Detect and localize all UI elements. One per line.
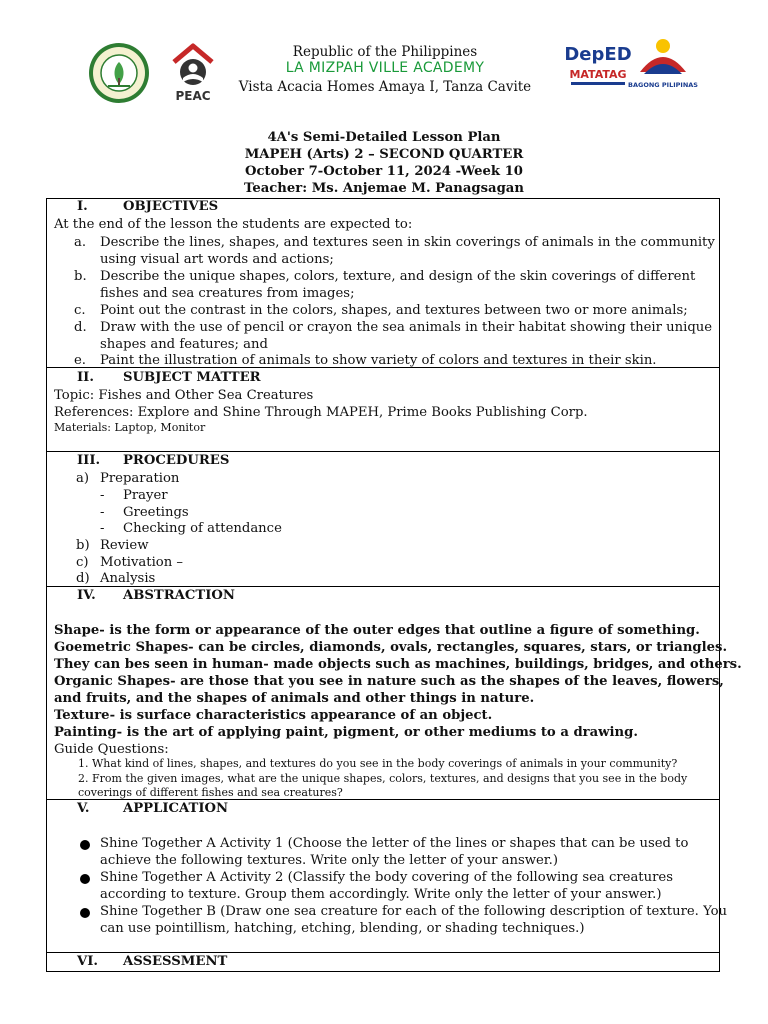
abstraction-geometric: Goemetric Shapes- can be circles, diamonds, ovals, rectangles, squares, stars, or triangles. xyxy=(54,640,728,655)
abstraction-shape: Shape- is the form or appearance of the outer edges that outline a figure of something. xyxy=(54,623,700,638)
objective-b-line-2: fishes and sea creatures from images; xyxy=(100,286,355,301)
procedure-dash: - xyxy=(100,488,105,503)
subject-heading: SUBJECT MATTER xyxy=(123,370,261,385)
guide-question-1: 1. What kind of lines, shapes, and textures do you see in the body coverings of animals in your community? xyxy=(78,757,678,770)
peac-logo-icon xyxy=(168,42,218,104)
school-name: LA MIZPAH VILLE ACADEMY xyxy=(285,60,485,76)
objective-b-label: b. xyxy=(74,269,87,284)
assessment-heading: ASSESSMENT xyxy=(123,954,228,969)
application-item-3-line-2: can use pointillism, hatching, etching, blending, or shading techniques.) xyxy=(100,921,585,936)
objective-e-label: e. xyxy=(74,353,86,368)
objective-a-label: a. xyxy=(74,235,87,250)
procedure-a-label: a) xyxy=(76,471,90,486)
objective-b-line-1: Describe the unique shapes, colors, texture, and design of the skin coverings of different xyxy=(100,269,696,284)
title-line-2: MAPEH (Arts) 2 – SECOND QUARTER xyxy=(244,147,524,162)
application-section xyxy=(46,799,728,953)
bullet-icon xyxy=(80,840,90,850)
procedures-number: III. xyxy=(77,453,101,468)
objectives-section xyxy=(46,198,720,368)
application-item-3-line-1: Shine Together B (Draw one sea creature for each of the following description of texture. You xyxy=(100,904,728,919)
subject-matter-section xyxy=(46,367,720,452)
subject-number: II. xyxy=(77,370,94,385)
bagong-pilipinas-label: BAGONG PILIPINAS xyxy=(628,81,698,89)
procedure-d-text: Analysis xyxy=(100,571,156,586)
application-item-2-line-2: according to texture. Group them accordingly. Write only the letter of your answer.) xyxy=(100,887,662,902)
objective-c-label: c. xyxy=(74,303,86,318)
abstraction-organic-cont: and fruits, and the shapes of animals and other things in nature. xyxy=(54,691,535,706)
abstraction-section xyxy=(46,586,742,800)
peac-label: PEAC xyxy=(175,89,211,103)
subject-references: References: Explore and Shine Through MAPEH, Prime Books Publishing Corp. xyxy=(54,405,588,420)
subject-materials: Materials: Laptop, Monitor xyxy=(54,421,206,434)
school-address: Vista Acacia Homes Amaya I, Tanza Cavite xyxy=(238,79,532,95)
republic-line: Republic of the Philippines xyxy=(292,44,478,60)
abstraction-geometric-cont: They can bes seen in human- made objects such as machines, buildings, bridges, and others. xyxy=(54,657,742,672)
assessment-number: VI. xyxy=(77,954,98,969)
subject-topic: Topic: Fishes and Other Sea Creatures xyxy=(54,388,314,403)
objective-d-line-2: shapes and features; and xyxy=(100,337,268,352)
matatag-label: MATATAG xyxy=(569,68,627,81)
objectives-intro: At the end of the lesson the students are expected to: xyxy=(54,217,413,232)
procedure-c-label: c) xyxy=(76,555,89,570)
letterhead xyxy=(0,0,768,120)
deped-logo-icon xyxy=(565,40,631,92)
procedure-sub-prayer: Prayer xyxy=(123,488,168,503)
objective-c-line-1: Point out the contrast in the colors, shapes, and textures between two or more animals; xyxy=(100,303,688,318)
procedure-b-text: Review xyxy=(100,538,149,553)
assessment-section xyxy=(46,952,720,972)
objective-e-line-1: Paint the illustration of animals to show variety of colors and textures in their skin. xyxy=(100,353,657,368)
procedure-b-label: b) xyxy=(76,538,90,553)
objective-d-line-1: Draw with the use of pencil or crayon the sea animals in their habitat showing their unique xyxy=(100,320,713,335)
procedure-dash: - xyxy=(100,521,105,536)
application-item-1-line-2: achieve the following textures. Write only the letter of your answer.) xyxy=(100,853,558,868)
procedure-sub-attendance: Checking of attendance xyxy=(123,521,282,536)
application-item-1-line-1: Shine Together A Activity 1 (Choose the letter of the lines or shapes that can be used to xyxy=(100,836,689,851)
lesson-plan-title xyxy=(0,129,768,197)
procedure-sub-greetings: Greetings xyxy=(123,505,189,520)
bullet-icon xyxy=(80,908,90,918)
objective-a-line-1: Describe the lines, shapes, and textures seen in skin coverings of animals in the community xyxy=(100,235,715,250)
objectives-heading: OBJECTIVES xyxy=(123,199,219,214)
application-heading: APPLICATION xyxy=(123,801,229,816)
abstraction-painting: Painting- is the art of applying paint, pigment, or other mediums to a drawing. xyxy=(54,725,638,740)
title-line-1: 4A's Semi-Detailed Lesson Plan xyxy=(267,130,501,145)
objective-d-label: d. xyxy=(74,320,87,335)
guide-questions-label: Guide Questions: xyxy=(54,742,169,757)
bagong-pilipinas-logo-icon xyxy=(628,32,698,92)
guide-question-2-cont: coverings of different fishes and sea creatures? xyxy=(78,786,343,799)
abstraction-heading: ABSTRACTION xyxy=(123,588,235,603)
procedures-section xyxy=(46,451,720,587)
application-number: V. xyxy=(77,801,90,816)
abstraction-texture: Texture- is surface characteristics appearance of an object. xyxy=(54,708,493,723)
procedure-a-text: Preparation xyxy=(100,471,180,486)
title-line-4: Teacher: Ms. Anjemae M. Panagsagan xyxy=(244,181,524,196)
procedure-c-text: Motivation – xyxy=(100,555,184,570)
abstraction-organic: Organic Shapes- are those that you see in nature such as the shapes of the leaves, flowers, xyxy=(54,674,724,689)
school-seal-icon xyxy=(88,42,150,104)
procedures-heading: PROCEDURES xyxy=(123,453,230,468)
procedure-d-label: d) xyxy=(76,571,90,586)
objectives-number: I. xyxy=(77,199,88,214)
procedure-dash: - xyxy=(100,505,105,520)
application-item-2-line-1: Shine Together A Activity 2 (Classify the body covering of the following sea creatures xyxy=(100,870,673,885)
deped-label: DepED xyxy=(564,44,632,65)
bullet-icon xyxy=(80,874,90,884)
abstraction-number: IV. xyxy=(77,588,96,603)
title-line-3: October 7-October 11, 2024 -Week 10 xyxy=(245,164,523,179)
objective-a-line-2: using visual art words and actions; xyxy=(100,252,334,267)
guide-question-2: 2. From the given images, what are the unique shapes, colors, textures, and designs that you see in the body xyxy=(78,772,688,785)
